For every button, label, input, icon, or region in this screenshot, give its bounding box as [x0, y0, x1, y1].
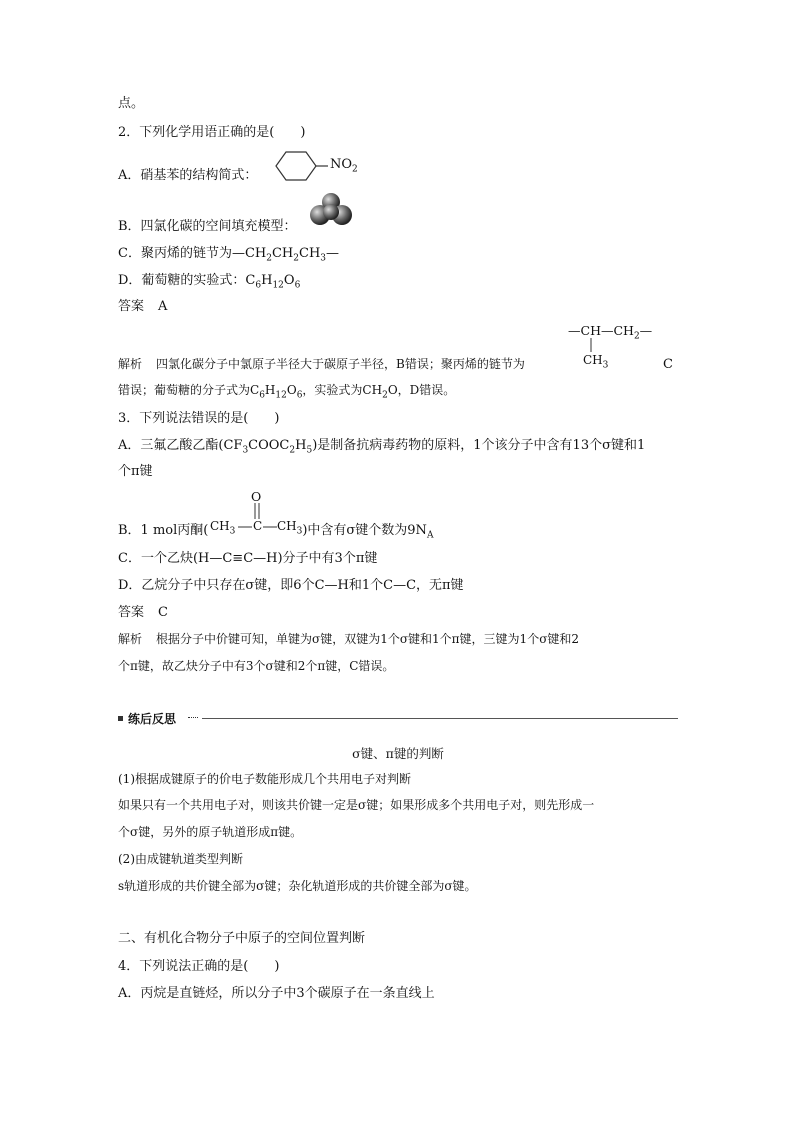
acetone-ch3-right: $CH_3$	[277, 519, 303, 537]
double-bond-line	[252, 503, 262, 519]
option-3a: A．三氟乙酸乙酯$(CF_3COOC_2H_5)$是制备抗病毒药物的原料，1个该分子中含有13个σ键和1	[118, 438, 646, 456]
benzene-ring-icon	[268, 148, 330, 184]
acetone-oxygen: O	[251, 489, 262, 504]
polypropylene-unit-top: $—CH—CH_2—$	[568, 323, 653, 342]
section-heading-2: 二、有机化合物分子中原子的空间位置判断	[118, 931, 366, 946]
option-3b: B．1 mol丙酮( )中含有σ键个数为$9N_A$	[118, 523, 434, 541]
section-rule	[202, 718, 678, 719]
summary-line-5: s轨道形成的共价键全部为σ键；杂化轨道形成的共价键全部为σ键。	[118, 879, 477, 893]
option-3a-line2: 个π键	[118, 464, 153, 479]
summary-title: σ键、π键的判断	[352, 746, 444, 761]
space-filling-model-icon	[310, 193, 352, 227]
question-4: 4．下列说法正确的是( )	[118, 959, 280, 974]
explanation-2: 解析 四氯化碳分子中氯原子半径大于碳原子半径，B错误；聚丙烯的链节为	[118, 357, 525, 371]
answer-2: 答案 A	[118, 299, 168, 314]
acetone-carbonyl-carbon: C	[253, 519, 263, 533]
explanation-2-line2: 错误；葡萄糖的分子式为$C_6H_{12}O_6$，实验式为$CH_2O$，D错误。	[118, 383, 456, 401]
summary-line-4: (2)由成键轨道类型判断	[118, 852, 243, 866]
bond-line	[589, 338, 593, 352]
explanation-2-c: C	[663, 357, 673, 372]
question-2: 2．下列化学用语正确的是( )	[118, 125, 306, 140]
section-header	[118, 710, 678, 728]
text-line: 点。	[118, 96, 145, 111]
option-2b: B．四氯化碳的空间填充模型：	[118, 219, 297, 234]
summary-line-1: (1)根据成键原子的价电子数能形成几个共用电子对判断	[118, 772, 412, 786]
acetone-ch3-left: $CH_3$	[210, 519, 236, 537]
explanation-3: 解析 根据分子中价键可知，单键为σ键，双键为1个σ键和1个π键，三键为1个σ键和2	[118, 632, 580, 646]
summary-line-2: 如果只有一个共用电子对，则该共价键一定是σ键；如果形成多个共用电子对，则先形成一	[118, 798, 595, 812]
section-dots	[188, 717, 198, 722]
option-2a: A．硝基苯的结构简式：	[118, 168, 258, 183]
bond-left	[238, 525, 252, 529]
option-2d: D．葡萄糖的实验式：$C_6H_{12}O_6$	[118, 273, 301, 291]
question-3: 3．下列说法错误的是( )	[118, 411, 280, 426]
option-4a: A．丙烷是直链烃，所以分子中3个碳原子在一条直线上	[118, 986, 435, 1001]
option-2c: C．聚丙烯的链节为$—CH_2CH_2CH_3—$	[118, 246, 340, 264]
section-bullet	[118, 716, 123, 721]
bond-right	[263, 525, 277, 529]
option-3d: D．乙烷分子中只存在σ键，即6个C—H和1个C—C，无π键	[118, 578, 464, 593]
option-3c: C．一个乙炔(H—C≡C—H)分子中有3个π键	[118, 551, 378, 566]
explanation-3-line2: 个π键，故乙炔分子中有3个σ键和2个π键，C错误。	[118, 659, 395, 673]
summary-line-3: 个σ键，另外的原子轨道形成π键。	[118, 825, 303, 839]
polypropylene-unit-bottom: $CH_3$	[583, 353, 609, 371]
section-title: 练后反思	[128, 712, 177, 726]
answer-3: 答案 C	[118, 605, 168, 620]
nitro-group: $NO_2$	[330, 157, 358, 175]
